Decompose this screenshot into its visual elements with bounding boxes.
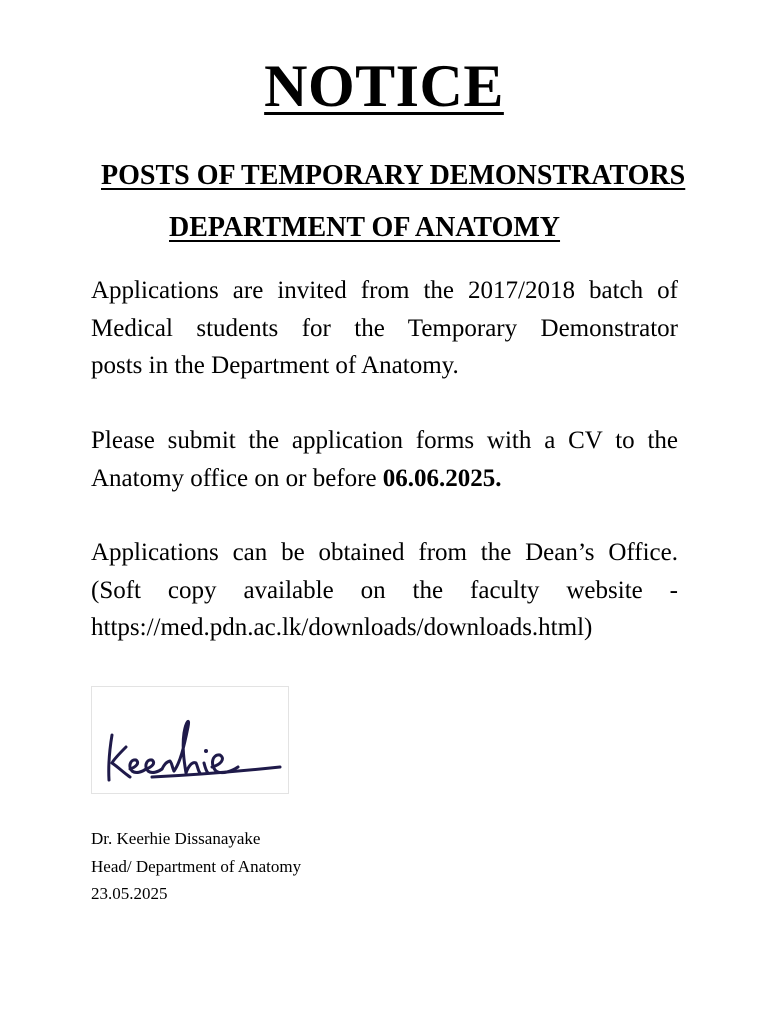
paragraph-availability xyxy=(91,534,678,647)
deadline-date: 06.06.2025. xyxy=(382,464,502,492)
signatory-details xyxy=(91,825,301,908)
paragraph-submission-text: Anatomy office on or before xyxy=(91,464,383,492)
signatory-title: Head/ Department of Anatomy xyxy=(91,856,302,876)
notice-date: 23.05.2025 xyxy=(91,884,168,903)
paragraph-availability-line-2: (Soft copy available on the faculty website - xyxy=(91,576,678,604)
faculty-website-link[interactable]: https://med.pdn.ac.lk/downloads/downloads.html) xyxy=(91,614,593,641)
heading-department: DEPARTMENT OF ANATOMY xyxy=(169,212,561,243)
notice-title-text: NOTICE xyxy=(264,53,504,119)
paragraph-availability-line-1: Applications can be obtained from the Dean’s Office. xyxy=(91,539,678,566)
signature-scribble xyxy=(92,687,290,795)
notice-title xyxy=(0,52,768,121)
paragraph-submission-line-2 xyxy=(91,460,678,498)
paragraph-invitation-line-3: posts in the Department of Anatomy. xyxy=(91,352,459,379)
paragraph-invitation xyxy=(91,272,678,385)
paragraph-invitation-line-2: Medical students for the Temporary Demonstrator xyxy=(91,314,678,342)
heading-posts: POSTS OF TEMPORARY DEMONSTRATORS xyxy=(101,160,686,191)
paragraph-invitation-line-1: Applications are invited from the 2017/2018 batch of xyxy=(91,277,678,304)
signatory-name: Dr. Keerhie Dissanayake xyxy=(91,829,261,848)
paragraph-submission xyxy=(91,422,678,497)
paragraph-submission-line-1: Please submit the application forms with a CV to the xyxy=(91,427,678,454)
signature-image xyxy=(91,686,289,794)
